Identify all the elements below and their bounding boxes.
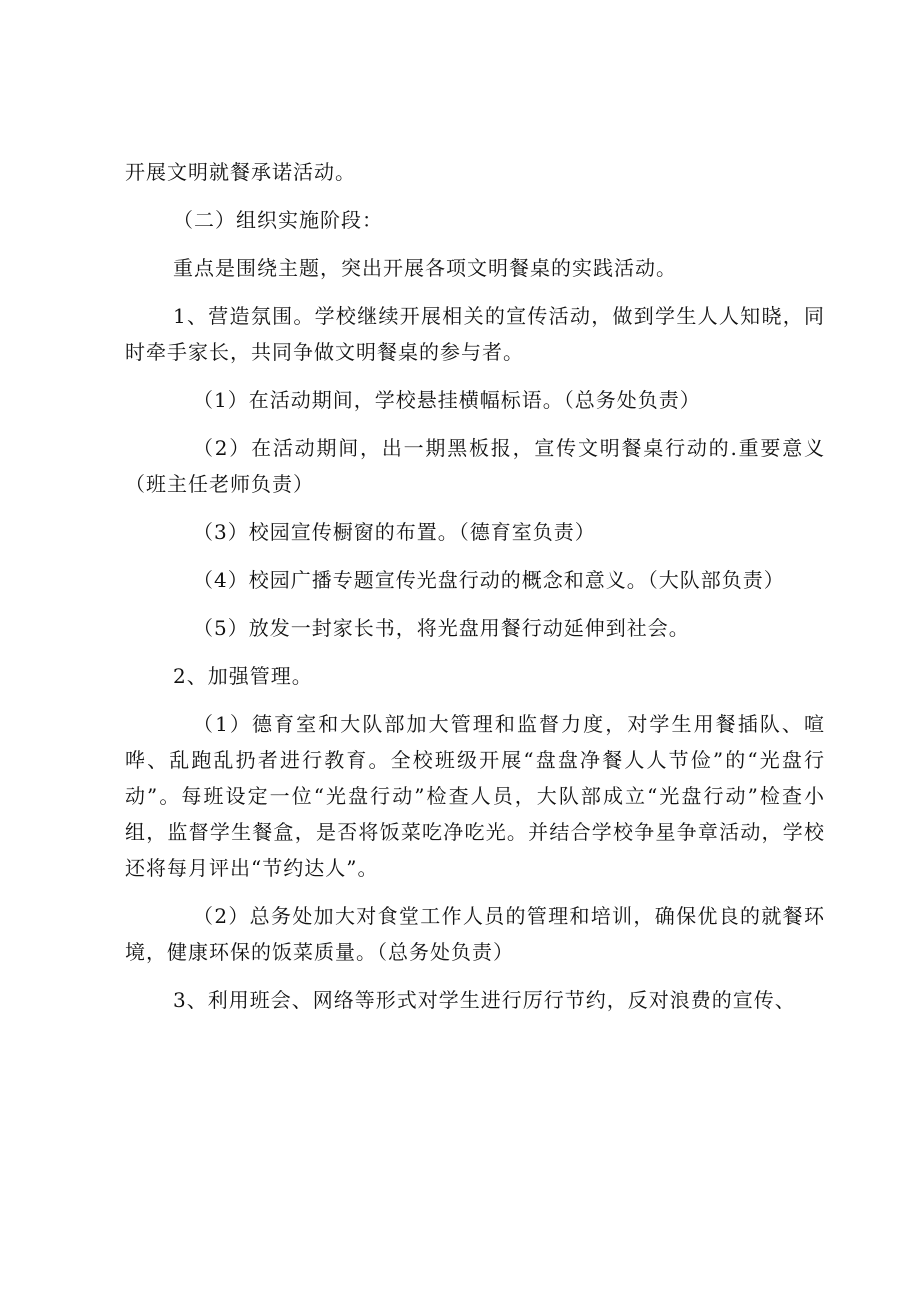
item-1-sub-4: （4）校园广播专题宣传光盘行动的概念和意义。（大队部负责） xyxy=(193,568,785,592)
item-1-sub-1: （1）在活动期间，学校悬挂横幅标语。（总务处负责） xyxy=(193,388,701,412)
paragraph-focus: 重点是围绕主题，突出开展各项文明餐桌的实践活动。 xyxy=(173,256,677,280)
item-1-sub-5: （5）放发一封家长书，将光盘用餐行动延伸到社会。 xyxy=(193,616,690,640)
paragraph-continuation: 开展文明就餐承诺活动。 xyxy=(125,160,356,184)
item-2-management: 2、加强管理。 xyxy=(173,664,313,688)
section-heading-implementation: （二）组织实施阶段： xyxy=(173,208,383,232)
item-2-sub-1: （1）德育室和大队部加大管理和监督力度，对学生用餐插队、喧哗、乱跑乱扔者进行教育。全校班级开展“盘盘净餐人人节俭”的“光盘行动”。每班设定一位“光盘行动”检查人员，大队部成立“光盘行动”检查小组，监督学生餐盒，是否将饭菜吃净吃光。并结合学校争星争章活动，学校还将每月评出“节约达人”。 xyxy=(125,712,825,880)
item-3-class-meetings: 3、利用班会、网络等形式对学生进行厉行节约，反对浪费的宣传、 xyxy=(173,988,796,1012)
document-body xyxy=(125,154,825,1018)
item-1-sub-2: （2）在活动期间，出一期黑板报，宣传文明餐桌行动的.重要意义（班主任老师负责） xyxy=(125,436,825,496)
item-2-sub-2: （2）总务处加大对食堂工作人员的管理和培训，确保优良的就餐环境，健康环保的饭菜质量。（总务处负责） xyxy=(125,904,825,964)
item-1-sub-3: （3）校园宣传橱窗的布置。（德育室负责） xyxy=(193,520,596,544)
item-1-atmosphere: 1、营造氛围。学校继续开展相关的宣传活动，做到学生人人知晓，同时牵手家长，共同争做文明餐桌的参与者。 xyxy=(125,304,825,364)
